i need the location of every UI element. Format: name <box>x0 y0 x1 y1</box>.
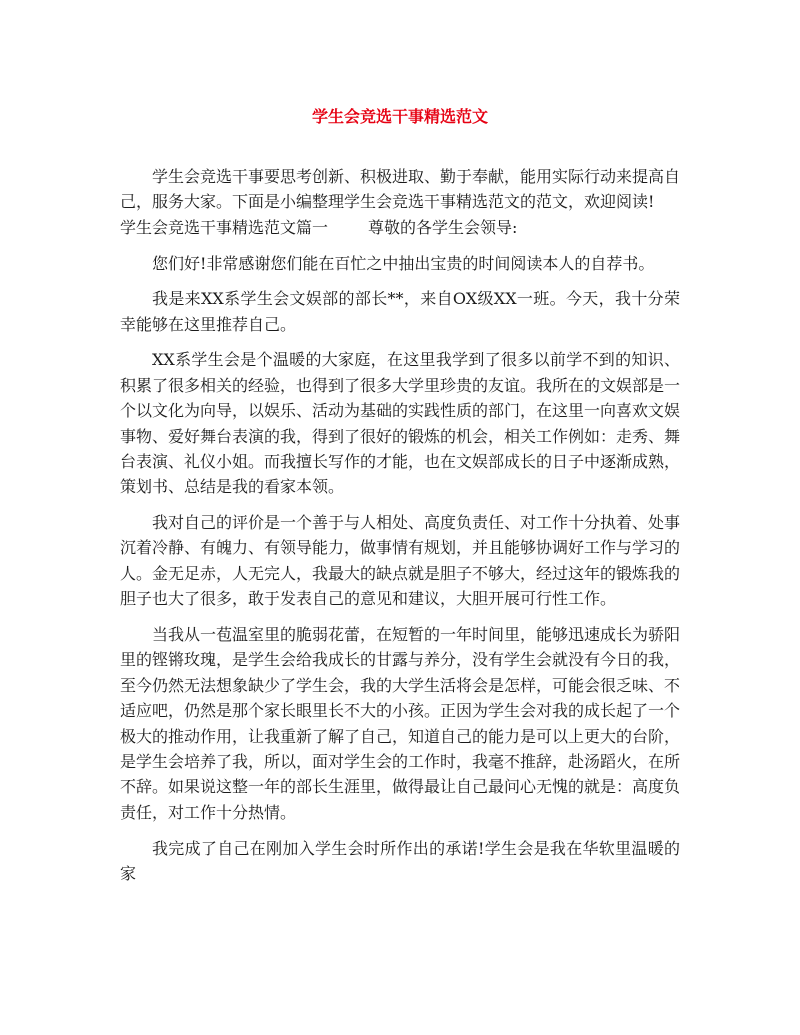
document-title: 学生会竞选干事精选范文 <box>311 107 488 126</box>
paragraph-commitment: 我完成了自己在刚加入学生会时所作出的承诺!学生会是我在华软里温暖的家 <box>120 838 680 883</box>
paragraph-self-evaluation: 我对自己的评价是一个善于与人相处、高度负责任、对工作十分执着、处事沉着冷静、有魄力、有领导能力，做事情有规划，并且能够协调好工作与学习的人。金无足赤，人无完人，我最大的缺点就是胆子不够大，经过这年的锻炼我的胆子也大了很多，敢于发表自己的意见和建议，大胆开展可行性工作。 <box>120 513 681 609</box>
intro-paragraph: 学生会竞选干事要思考创新、积极进取、勤于奉献，能用实际行动来提高自己，服务大家。下面是小编整理学生会竞选干事精选范文的范文，欢迎阅读! <box>120 167 681 212</box>
sample-heading: 学生会竞选干事精选范文篇一 <box>120 217 329 237</box>
heading-line <box>120 215 680 240</box>
paragraph-self-introduction: 我是来XX系学生会文娱部的部长**，来自OX级XX一班。今天，我十分荣幸能够在这里推荐自己。 <box>120 289 680 334</box>
paragraph-department: XX系学生会是个温暖的大家庭，在这里我学到了很多以前学不到的知识、积累了很多相关的经验，也得到了很多大学里珍贵的友谊。我所在的文娱部是一个以文化为向导，以娱乐、活动为基础的实践性质的部门，在这里一向喜欢文娱事物、爱好舞台表演的我，得到了很好的锻炼的机会，相关工作例如：走秀、舞台表演、礼仪小姐。而我擅长写作的才能，也在文娱部成长的日子中逐渐成熟，策划书、总结是我的看家本领。 <box>120 350 681 497</box>
paragraph-growth: 当我从一苞温室里的脆弱花蕾，在短暂的一年时间里，能够迅速成长为骄阳里的铿锵玫瑰，是学生会给我成长的甘露与养分，没有学生会就没有今日的我，至今仍然无法想象缺少了学生会，我的大学生活将会是怎样，可能会很乏味、不适应吧，仍然是那个家长眼里长不大的小孩。正因为学生会对我的成长起了一个极大的推动作用，让我重新了解了自己，知道自己的能力是可以上更大的台阶，是学生会培养了我，所以，面对学生会的工作时，我毫不推辞，赴汤蹈火，在所不辞。如果说这整一年的部长生涯里，做得最让自己最问心无愧的就是：高度负责任，对工作十分热情。 <box>120 624 681 822</box>
document-body <box>120 164 680 897</box>
salutation: 尊敬的各学生会领导: <box>368 217 518 237</box>
paragraph-greeting: 您们好!非常感谢您们能在百忙之中抽出宝贵的时间阅读本人的自荐书。 <box>152 253 655 273</box>
